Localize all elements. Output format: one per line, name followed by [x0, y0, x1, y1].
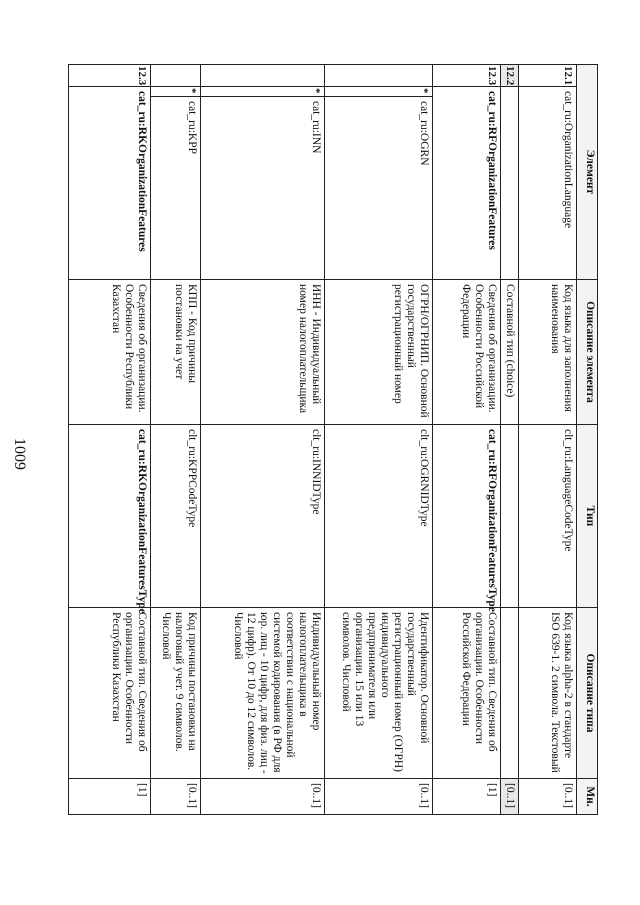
multiplicity: [0..1] — [151, 779, 201, 815]
element-name — [501, 87, 519, 280]
multiplicity: [1] — [433, 779, 501, 815]
type-name: clt_ru:LanguageCodeType — [519, 425, 577, 608]
element-description: ОГРН/ОГРНИП. Основной государственный регистрационный номер — [325, 280, 433, 425]
element-description: Сведения об организации. Особенности Российской Федерации — [433, 280, 501, 425]
type-name: clt_ru:OGRNIDType — [325, 425, 433, 608]
type-name — [501, 425, 519, 608]
type-description: Идентификатор. Основной государственный регистрационный номер (ОГРН) индивидуального предпринимателя или организации. 15 или 13 символов. Числовой — [325, 608, 433, 779]
type-name: clt_ru:INNIDType — [201, 425, 325, 608]
element-description: ИНН - Индивидуальный номер налогоплательщика — [201, 280, 325, 425]
table-header-row — [577, 65, 598, 815]
multiplicity: [1] — [69, 779, 151, 815]
table-row — [519, 65, 577, 815]
type-description: Код языка alpha-2 в стандарте ISO 639-1. 2 символа. Текстовый — [519, 608, 577, 779]
element-name: cat_ru:OGRN — [325, 97, 433, 280]
type-name: cat_ru:RKOrganizationFeaturesType — [69, 425, 151, 608]
elements-table — [68, 64, 598, 815]
row-number: 12.3 — [69, 65, 151, 87]
table-row — [201, 65, 325, 815]
type-description: Код причины постановки на налоговый учет. 9 символов. Числовой — [151, 608, 201, 779]
header-element-description: Описание элемента — [577, 280, 598, 425]
element-description: КПП - Код причины постановки на учет — [151, 280, 201, 425]
element-name: cat_ru:RKOrganizationFeatures — [69, 87, 151, 280]
type-name: clt_ru:KPPCodeType — [151, 425, 201, 608]
table-row — [433, 65, 501, 815]
element-name: cat_ru:INN — [201, 97, 325, 280]
type-description: Составной тип. Сведения об организации. Особенности Республики Казахстан — [69, 608, 151, 779]
row-number: 12.1 — [519, 65, 577, 87]
element-name: cat_ru:OrganizationLanguage — [519, 87, 577, 280]
element-name: cat_ru:KPP — [151, 97, 201, 280]
row-number: 12.3 — [433, 65, 501, 87]
table-row — [69, 65, 151, 815]
header-element: Элемент — [577, 65, 598, 280]
type-description: Составной тип. Сведения об организации. Особенности Российской Федерации — [433, 608, 501, 779]
row-number — [325, 65, 433, 87]
multiplicity: [0..1] — [501, 779, 519, 815]
row-number — [151, 65, 201, 87]
rotated-table-container — [86, 64, 598, 814]
choice-marker: * — [325, 87, 433, 97]
table-row — [501, 65, 519, 815]
page-number: 1009 — [11, 438, 28, 470]
multiplicity: [0..1] — [325, 779, 433, 815]
type-name: cat_ru:RFOrganizationFeaturesType — [433, 425, 501, 608]
element-description: Составной тип (choice) — [501, 280, 519, 425]
multiplicity: [0..1] — [201, 779, 325, 815]
element-description: Сведения об организации. Особенности Республики Казахстан — [69, 280, 151, 425]
row-number: 12.2 — [501, 65, 519, 87]
row-number — [201, 65, 325, 87]
choice-marker: * — [201, 87, 325, 97]
table-row — [325, 65, 433, 815]
header-type: Тип — [577, 425, 598, 608]
type-description: Индивидуальный номер налогоплательщика в соответствии с национальной системой кодирования (в РФ для юр. лиц - 10 цифр, для физ. лиц - 12 цифр). От 10 до 12 символов. Числовой — [201, 608, 325, 779]
element-description: Код языка для заполнения наименования — [519, 280, 577, 425]
choice-marker: * — [151, 87, 201, 97]
table-row — [151, 65, 201, 815]
type-description — [501, 608, 519, 779]
element-name: cat_ru:RFOrganizationFeatures — [433, 87, 501, 280]
header-type-description: Описание типа — [577, 608, 598, 779]
header-multiplicity: Мн. — [577, 779, 598, 815]
multiplicity: [0..1] — [519, 779, 577, 815]
